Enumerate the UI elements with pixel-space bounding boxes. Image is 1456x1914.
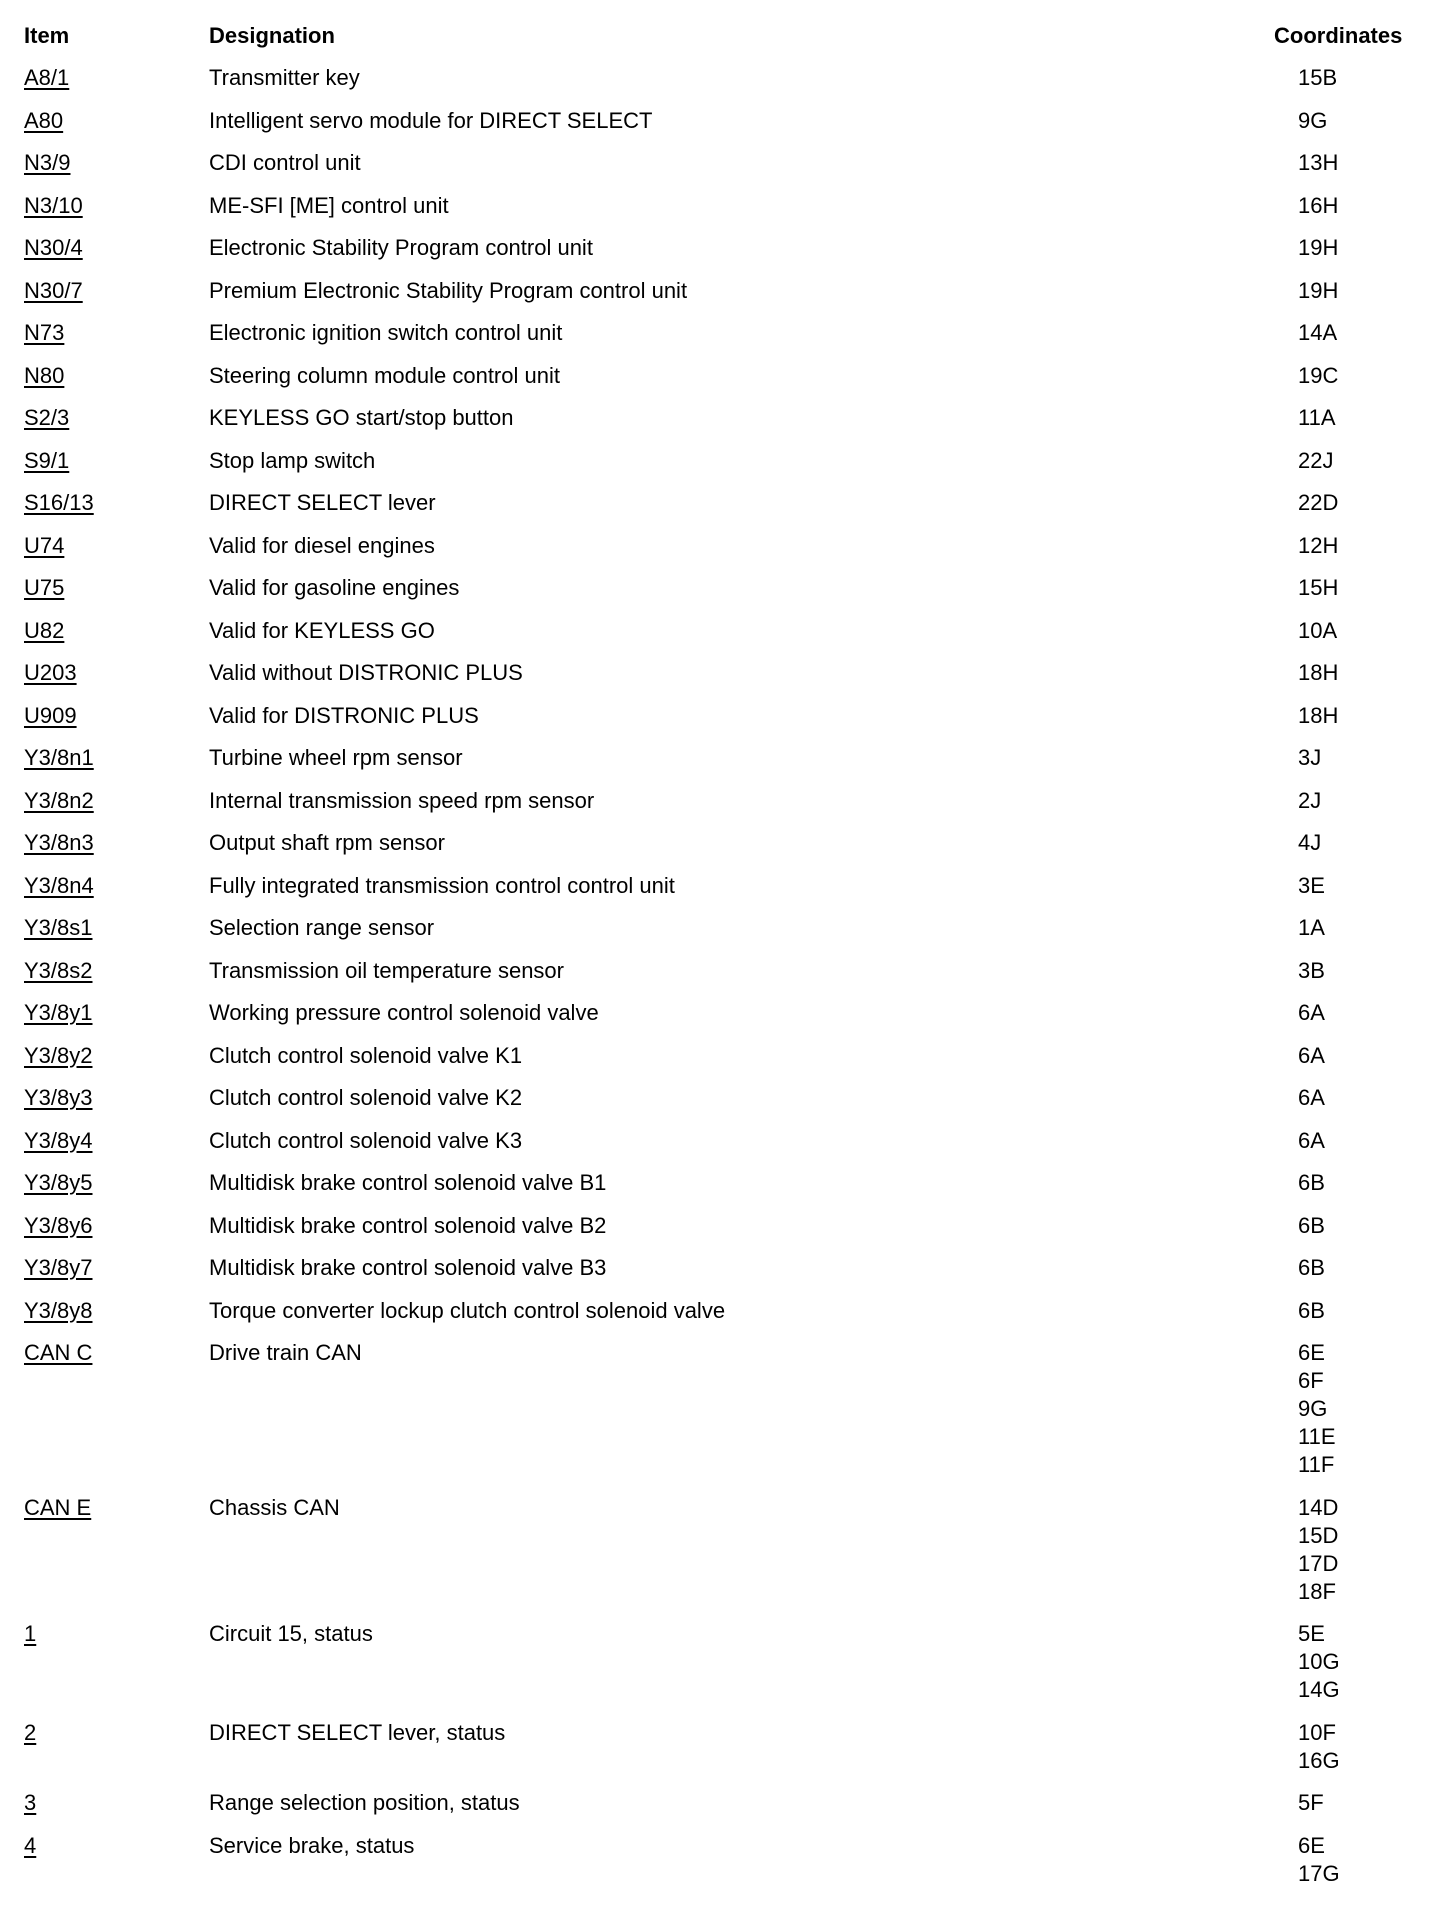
table-row [24, 1212, 1444, 1240]
item-cell [24, 999, 209, 1027]
coordinate-value: 11A [1298, 405, 1336, 430]
table-row [24, 1494, 1444, 1606]
designation-cell: Electronic Stability Program control unit [209, 235, 593, 260]
coordinate-value: 3E [1298, 872, 1325, 898]
coordinates-cell [1274, 107, 1444, 135]
designation-cell: Turbine wheel rpm sensor [209, 745, 463, 770]
designation-cell: Intelligent servo module for DIRECT SELECT [209, 107, 653, 133]
table-row [24, 489, 1444, 517]
item-cell [24, 574, 209, 602]
item-code-link[interactable]: N3/9 [24, 150, 71, 175]
coordinate-value: 6E [1298, 1340, 1325, 1365]
coordinates-cell [1274, 1127, 1444, 1155]
item-cell [24, 1297, 209, 1325]
item-cell [24, 107, 209, 135]
table-row [24, 64, 1444, 92]
coordinates-cell [1274, 914, 1444, 942]
item-cell [24, 702, 209, 730]
coordinate-value: 18F [1298, 1578, 1336, 1604]
designation-cell: Electronic ignition switch control unit [209, 320, 563, 345]
item-code-link[interactable]: Y3/8y1 [24, 1000, 93, 1025]
item-code-link[interactable]: Y3/8y8 [24, 1297, 93, 1323]
coordinate-value: 11E [1298, 1424, 1336, 1449]
table-row [24, 574, 1444, 602]
designation-cell: Selection range sensor [209, 915, 435, 940]
coordinates-cell [1274, 829, 1444, 857]
table-row [24, 1084, 1444, 1112]
item-cell [24, 1127, 209, 1155]
item-code-link[interactable]: Y3/8n3 [24, 830, 94, 855]
table-row [24, 362, 1444, 390]
coordinates-cell [1274, 1042, 1444, 1070]
coordinate-value: 18H [1298, 660, 1339, 685]
coordinates-cell [1274, 447, 1444, 475]
table-row [24, 999, 1444, 1027]
coordinates-cell [1274, 277, 1444, 305]
item-cell [24, 64, 209, 92]
header-coordinates: Coordinates [1274, 23, 1403, 48]
coordinate-value: 22J [1298, 447, 1334, 473]
coordinate-value: 6B [1298, 1297, 1325, 1323]
item-code-link[interactable]: U909 [24, 702, 77, 728]
item-cell [24, 1254, 209, 1282]
item-code-link[interactable]: Y3/8s1 [24, 915, 93, 940]
coordinate-value: 17D [1298, 1550, 1339, 1576]
item-code-link[interactable]: U74 [24, 532, 65, 558]
item-cell [24, 404, 209, 432]
item-cell [24, 1719, 209, 1775]
designation-cell: Multidisk brake control solenoid valve B3 [209, 1255, 607, 1280]
item-code-link[interactable]: N30/4 [24, 235, 83, 260]
coordinate-value: 19H [1298, 277, 1339, 303]
table-row [24, 404, 1444, 432]
item-code-link[interactable]: 1 [24, 1621, 37, 1646]
item-code-link[interactable]: S16/13 [24, 490, 94, 515]
item-code-link[interactable]: N3/10 [24, 192, 83, 218]
designation-cell: KEYLESS GO start/stop button [209, 405, 514, 430]
table-row [24, 1169, 1444, 1197]
item-cell [24, 1169, 209, 1197]
item-cell [24, 829, 209, 857]
designation-cell: Valid for KEYLESS GO [209, 617, 435, 643]
coordinate-value: 14G [1298, 1677, 1340, 1702]
designation-cell: Service brake, status [209, 1832, 415, 1858]
table-row [24, 829, 1444, 857]
item-cell [24, 1084, 209, 1112]
coordinate-value: 6A [1298, 1042, 1325, 1068]
designation-cell: Clutch control solenoid valve K3 [209, 1127, 523, 1153]
item-cell [24, 1339, 209, 1479]
table-body [24, 64, 1444, 1888]
item-cell [24, 362, 209, 390]
table-row [24, 659, 1444, 687]
table-row [24, 957, 1444, 985]
coordinates-cell [1274, 404, 1444, 432]
item-cell [24, 532, 209, 560]
item-cell [24, 659, 209, 687]
table-row [24, 787, 1444, 815]
coordinate-value: 6F [1298, 1368, 1324, 1393]
item-cell [24, 1494, 209, 1606]
item-code-link[interactable]: Y3/8y6 [24, 1212, 93, 1238]
item-cell [24, 489, 209, 517]
coordinate-value: 15B [1298, 65, 1338, 90]
table-row [24, 532, 1444, 560]
coordinate-value: 16H [1298, 192, 1339, 218]
coordinate-value: 13H [1298, 150, 1339, 175]
coordinates-cell [1274, 489, 1444, 517]
item-code-link[interactable]: U82 [24, 617, 65, 643]
coordinate-value: 15H [1298, 575, 1339, 600]
item-cell [24, 277, 209, 305]
header-item: Item [24, 23, 70, 48]
item-code-link[interactable]: Y3/8n4 [24, 872, 94, 898]
table-row [24, 234, 1444, 262]
item-code-link[interactable]: Y3/8y3 [24, 1085, 93, 1110]
designation-cell: Valid for diesel engines [209, 532, 435, 558]
item-cell [24, 744, 209, 772]
table-row [24, 1719, 1444, 1775]
coordinates-cell [1274, 1212, 1444, 1240]
coordinate-value: 19C [1298, 362, 1339, 388]
coordinates-cell [1274, 702, 1444, 730]
coordinate-value: 10A [1298, 617, 1338, 643]
header-designation: Designation [209, 23, 335, 48]
item-code-link[interactable]: Y3/8n1 [24, 745, 94, 770]
table-row [24, 1339, 1444, 1479]
table-row [24, 1127, 1444, 1155]
designation-cell: Steering column module control unit [209, 362, 560, 388]
item-cell [24, 787, 209, 815]
table-row [24, 1254, 1444, 1282]
designation-cell: Stop lamp switch [209, 447, 376, 473]
designation-cell: Premium Electronic Stability Program control unit [209, 277, 688, 303]
coordinate-value: 19H [1298, 235, 1339, 260]
coordinate-value: 5F [1298, 1790, 1324, 1815]
item-code-link[interactable]: 2 [24, 1719, 37, 1745]
item-cell [24, 447, 209, 475]
designation-cell: Drive train CAN [209, 1340, 362, 1365]
item-cell [24, 1042, 209, 1070]
item-cell [24, 617, 209, 645]
designation-cell: Torque converter lockup clutch control solenoid valve [209, 1297, 726, 1323]
designation-cell: Range selection position, status [209, 1790, 520, 1815]
coordinate-value: 16G [1298, 1747, 1340, 1773]
designation-cell: Valid without DISTRONIC PLUS [209, 660, 523, 685]
item-cell [24, 957, 209, 985]
coordinate-value: 9G [1298, 1396, 1328, 1421]
designation-cell: CDI control unit [209, 150, 361, 175]
coordinates-cell [1274, 744, 1444, 772]
table-row [24, 914, 1444, 942]
table-row [24, 319, 1444, 347]
coordinate-value: 6A [1298, 1000, 1325, 1025]
coordinate-value: 14A [1298, 320, 1338, 345]
coordinates-cell [1274, 1297, 1444, 1325]
coordinate-value: 10G [1298, 1649, 1340, 1674]
designation-cell: DIRECT SELECT lever, status [209, 1719, 506, 1745]
item-code-link[interactable]: CAN E [24, 1494, 92, 1520]
table-row [24, 1832, 1444, 1888]
item-code-link[interactable]: U75 [24, 575, 65, 600]
coordinate-value: 2J [1298, 787, 1322, 813]
coordinates-cell [1274, 64, 1444, 92]
coordinate-value: 11F [1298, 1452, 1335, 1477]
coordinate-value: 15D [1298, 1522, 1339, 1548]
item-code-link[interactable]: Y3/8y7 [24, 1255, 93, 1280]
designation-cell: Fully integrated transmission control control unit [209, 872, 675, 898]
coordinate-value: 6E [1298, 1832, 1325, 1858]
coordinate-value: 6B [1298, 1212, 1325, 1238]
item-code-link[interactable]: CAN C [24, 1340, 93, 1365]
coordinates-cell [1274, 1719, 1444, 1775]
coordinates-cell [1274, 872, 1444, 900]
item-code-link[interactable]: N73 [24, 320, 65, 345]
coordinates-cell [1274, 149, 1444, 177]
coordinates-cell [1274, 659, 1444, 687]
item-code-link[interactable]: Y3/8y5 [24, 1170, 93, 1195]
coordinate-value: 12H [1298, 532, 1339, 558]
item-code-link[interactable]: N80 [24, 362, 65, 388]
table-row [24, 1789, 1444, 1817]
designation-cell: Valid for gasoline engines [209, 575, 460, 600]
coordinates-cell [1274, 1832, 1444, 1888]
coordinates-cell [1274, 1494, 1444, 1606]
item-code-link[interactable]: Y3/8n2 [24, 787, 94, 813]
designation-cell: Clutch control solenoid valve K2 [209, 1085, 523, 1110]
coordinates-cell [1274, 574, 1444, 602]
coordinate-value: 22D [1298, 490, 1339, 515]
coordinate-value: 6A [1298, 1127, 1325, 1153]
table-row [24, 1620, 1444, 1704]
coordinate-value: 10F [1298, 1719, 1336, 1745]
designation-cell: Chassis CAN [209, 1494, 340, 1520]
coordinate-value: 4J [1298, 830, 1322, 855]
item-cell [24, 1620, 209, 1704]
table-row [24, 277, 1444, 305]
item-cell [24, 234, 209, 262]
item-code-link[interactable]: 3 [24, 1790, 37, 1815]
item-code-link[interactable]: A80 [24, 107, 64, 133]
table-row [24, 1042, 1444, 1070]
item-cell [24, 872, 209, 900]
coordinate-value: 3B [1298, 957, 1325, 983]
coordinate-value: 3J [1298, 745, 1322, 770]
coordinates-cell [1274, 192, 1444, 220]
table-row [24, 744, 1444, 772]
coordinates-cell [1274, 957, 1444, 985]
item-code-link[interactable]: Y3/8y2 [24, 1042, 93, 1068]
item-cell [24, 1212, 209, 1240]
coordinates-cell [1274, 1339, 1444, 1479]
coordinates-cell [1274, 999, 1444, 1027]
coordinates-cell [1274, 1254, 1444, 1282]
item-code-link[interactable]: U203 [24, 660, 77, 685]
item-code-link[interactable]: N30/7 [24, 277, 83, 303]
legend-table [24, 22, 1444, 1888]
item-code-link[interactable]: S2/3 [24, 405, 70, 430]
designation-cell: Transmitter key [209, 65, 360, 90]
coordinates-cell [1274, 234, 1444, 262]
table-row [24, 702, 1444, 730]
designation-cell: DIRECT SELECT lever [209, 490, 436, 515]
coordinate-value: 6B [1298, 1170, 1325, 1195]
table-row [24, 192, 1444, 220]
designation-cell: Clutch control solenoid valve K1 [209, 1042, 523, 1068]
item-cell [24, 1832, 209, 1888]
coordinates-cell [1274, 1620, 1444, 1704]
coordinates-cell [1274, 1789, 1444, 1817]
table-header-row [24, 22, 1444, 56]
coordinates-cell [1274, 532, 1444, 560]
coordinate-value: 1A [1298, 915, 1325, 940]
coordinate-value: 9G [1298, 107, 1328, 133]
item-cell [24, 192, 209, 220]
item-code-link[interactable]: S9/1 [24, 447, 70, 473]
coordinates-cell [1274, 1084, 1444, 1112]
table-row [24, 617, 1444, 645]
coordinate-value: 6A [1298, 1085, 1325, 1110]
coordinates-cell [1274, 1169, 1444, 1197]
item-code-link[interactable]: A8/1 [24, 65, 70, 90]
coordinate-value: 5E [1298, 1621, 1325, 1646]
designation-cell: Multidisk brake control solenoid valve B2 [209, 1212, 607, 1238]
designation-cell: Working pressure control solenoid valve [209, 1000, 599, 1025]
item-code-link[interactable]: Y3/8s2 [24, 957, 93, 983]
designation-cell: Output shaft rpm sensor [209, 830, 445, 855]
item-cell [24, 1789, 209, 1817]
designation-cell: Valid for DISTRONIC PLUS [209, 702, 479, 728]
coordinates-cell [1274, 362, 1444, 390]
coordinate-value: 6B [1298, 1255, 1325, 1280]
table-row [24, 149, 1444, 177]
item-cell [24, 319, 209, 347]
coordinates-cell [1274, 617, 1444, 645]
table-row [24, 1297, 1444, 1325]
table-row [24, 107, 1444, 135]
coordinate-value: 14D [1298, 1494, 1339, 1520]
designation-cell: Internal transmission speed rpm sensor [209, 787, 595, 813]
item-code-link[interactable]: 4 [24, 1832, 37, 1858]
designation-cell: Transmission oil temperature sensor [209, 957, 564, 983]
item-code-link[interactable]: Y3/8y4 [24, 1127, 93, 1153]
coordinates-cell [1274, 319, 1444, 347]
item-cell [24, 914, 209, 942]
designation-cell: Multidisk brake control solenoid valve B1 [209, 1170, 607, 1195]
designation-cell: ME-SFI [ME] control unit [209, 192, 449, 218]
coordinates-cell [1274, 787, 1444, 815]
coordinate-value: 18H [1298, 702, 1339, 728]
designation-cell: Circuit 15, status [209, 1621, 373, 1646]
coordinate-value: 17G [1298, 1860, 1340, 1886]
item-cell [24, 149, 209, 177]
table-row [24, 447, 1444, 475]
table-row [24, 872, 1444, 900]
